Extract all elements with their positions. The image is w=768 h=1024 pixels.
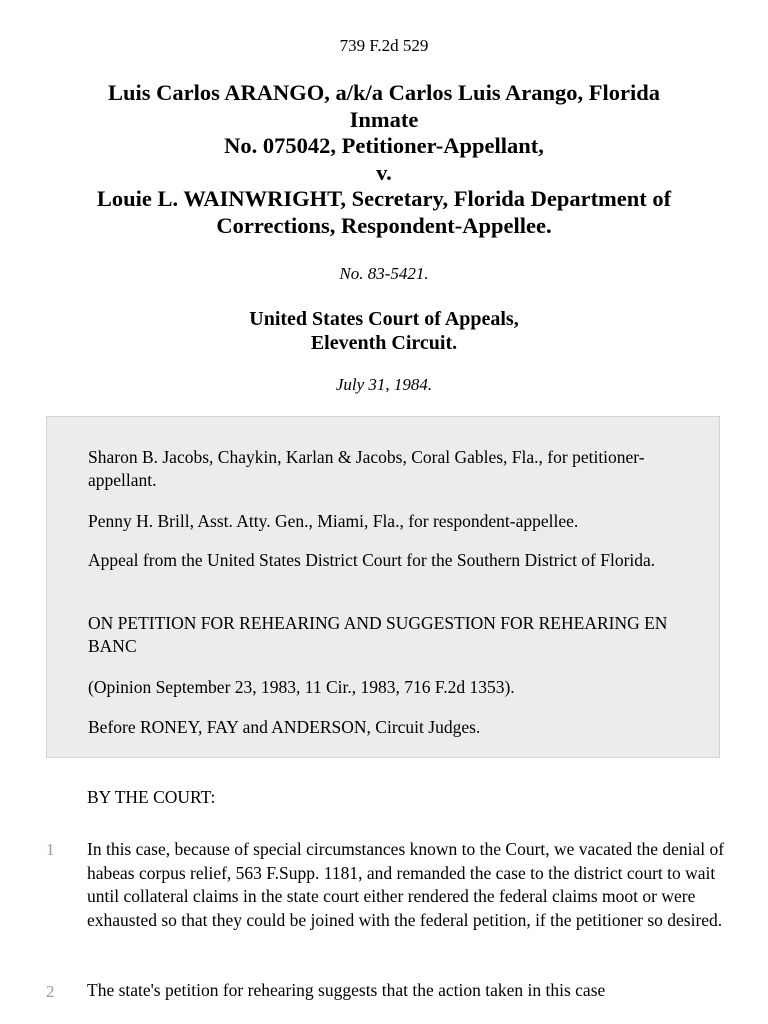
court-line: Eleventh Circuit. (310, 332, 458, 354)
caption-line: No. 075042, Petitioner-Appellant, (224, 133, 544, 158)
caption-line: Luis Carlos ARANGO, a/k/a Carlos Luis Arango, Florida (108, 80, 660, 105)
decision-date: July 31, 1984. (335, 375, 433, 394)
caption-line: v. (376, 159, 392, 185)
appeal-origin: Appeal from the United States District Court for the Southern District of Florida. (88, 550, 656, 570)
court-name (0, 307, 768, 355)
opinion-reference: (Opinion September 23, 1983, 11 Cir., 1983, 716 F.2d 1353). (88, 677, 515, 697)
counsel-appellee: Penny H. Brill, Asst. Atty. Gen., Miami, Fla., for respondent-appellee. (88, 511, 579, 531)
caption-line: Louie L. WAINWRIGHT, Secretary, Florida Department of (96, 186, 672, 211)
paragraph-number: 1 (46, 840, 55, 859)
opinion-paragraph: The state's petition for rehearing suggests that the action taken in this case (87, 980, 606, 1000)
opinion-paragraph: In this case, because of special circumstances known to the Court, we vacated the denial of habeas corpus relief, 563 F.Supp. 1181, and remanded the case to the district court to wait until collateral claims in the state court either rendered the federal claims moot or were exhausted so that they could be joined with the federal petition, if the petitioner so desired. (87, 839, 725, 930)
caption-line: Inmate (349, 106, 419, 132)
reporter-citation: 739 F.2d 529 (339, 36, 429, 55)
case-header-box (46, 416, 720, 758)
by-the-court: BY THE COURT: (87, 787, 216, 807)
caption-line: Corrections, Respondent-Appellee. (216, 212, 552, 238)
court-line: United States Court of Appeals, (249, 308, 519, 330)
petition-heading: ON PETITION FOR REHEARING AND SUGGESTION FOR REHEARING EN BANC (88, 613, 668, 656)
docket-number: No. 83-5421. (339, 264, 429, 283)
case-caption (40, 80, 728, 239)
paragraph-number: 2 (46, 982, 55, 1001)
panel-judges: Before RONEY, FAY and ANDERSON, Circuit Judges. (88, 717, 481, 737)
counsel-appellant: Sharon B. Jacobs, Chaykin, Karlan & Jacobs, Coral Gables, Fla., for petitioner-appellant. (88, 447, 645, 490)
